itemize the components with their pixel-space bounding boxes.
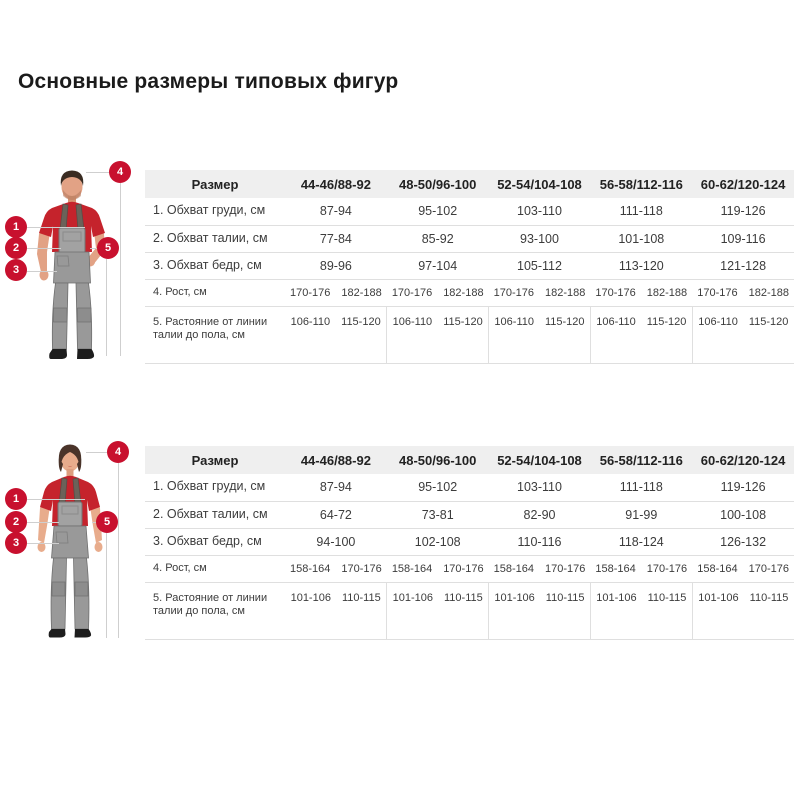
size-value: 111-118: [619, 204, 663, 219]
measure-row-label: 1. Обхват груди, см: [145, 474, 285, 501]
size-column-header: 60-62/120-124: [692, 446, 794, 474]
size-value-cell: [489, 306, 591, 364]
size-column-header: 48-50/96-100: [387, 446, 489, 474]
size-value: 115-120: [341, 315, 381, 328]
size-value: 113-120: [618, 258, 664, 273]
size-value-cell: [387, 306, 489, 364]
size-column-header: 52-54/104-108: [489, 446, 591, 474]
table-row: [145, 225, 794, 252]
size-value: 158-164: [290, 562, 331, 575]
size-value-cell: [692, 555, 794, 582]
table-row: [145, 306, 794, 364]
man-marker-waist: 2: [5, 237, 27, 259]
size-value: 119-126: [720, 480, 766, 495]
size-value: 111-118: [619, 480, 663, 495]
size-value-cell: [489, 279, 591, 306]
size-value-cell: [692, 582, 794, 640]
size-value: 170-176: [544, 562, 586, 575]
woman-waist-line: [27, 522, 59, 523]
size-value-cell: [387, 555, 489, 582]
size-value-cell: [489, 225, 591, 252]
size-value-cell: [590, 582, 692, 640]
size-value: 101-108: [618, 231, 665, 246]
size-value: 101-106: [596, 591, 637, 604]
man-marker-chest: 1: [5, 216, 27, 238]
size-value-cell: [590, 252, 692, 279]
size-value: 106-110: [698, 315, 738, 328]
size-value-cell: [489, 582, 591, 640]
table-row: [145, 528, 794, 555]
size-value: 126-132: [720, 534, 767, 549]
size-value-cell: [285, 582, 387, 640]
table-row: [145, 252, 794, 279]
size-value-cell: [692, 225, 794, 252]
size-value-cell: [692, 501, 794, 528]
size-value-cell: [285, 306, 387, 364]
woman-chest-line: [27, 499, 85, 500]
measure-row-label: 4. Рост, см: [145, 555, 285, 582]
size-value-cell: [692, 306, 794, 364]
size-value-cell: [692, 528, 794, 555]
size-value-cell: [590, 198, 692, 225]
size-value: 110-116: [517, 534, 562, 549]
table-row: [145, 198, 794, 225]
table-row: [145, 474, 794, 501]
size-value: 101-106: [392, 591, 433, 604]
table-row: [145, 501, 794, 528]
size-value: 102-108: [414, 534, 461, 549]
measure-row-label: 1. Обхват груди, см: [145, 198, 285, 225]
woman-hip-line: [27, 543, 59, 544]
size-value: 87-94: [319, 204, 352, 219]
size-value-cell: [590, 225, 692, 252]
size-value: 100-108: [720, 507, 767, 522]
man-overalls-illustration: [8, 152, 138, 364]
measure-row-label: 2. Обхват талии, см: [145, 225, 285, 252]
measure-row-label: 3. Обхват бедр, см: [145, 528, 285, 555]
size-value: 158-164: [595, 562, 636, 575]
size-value-cell: [285, 198, 387, 225]
measure-column-header: Размер: [145, 446, 285, 474]
size-value: 170-176: [290, 286, 331, 299]
size-value: 170-176: [748, 562, 789, 575]
size-value: 95-102: [418, 204, 458, 219]
size-value: 110-115: [444, 591, 483, 604]
size-value: 182-188: [646, 286, 688, 299]
table-row: [145, 555, 794, 582]
woman-waist-to-floor-line: [106, 533, 107, 638]
size-value: 170-176: [341, 562, 382, 575]
size-value: 115-120: [443, 315, 483, 328]
size-value-cell: [489, 501, 591, 528]
measure-row-label: 2. Обхват талии, см: [145, 501, 285, 528]
size-value-cell: [387, 279, 489, 306]
man-chest-line: [27, 227, 85, 228]
size-value: 101-106: [494, 591, 535, 604]
size-value-cell: [387, 582, 489, 640]
man-waist-to-floor-line: [106, 259, 107, 356]
size-value: 82-90: [523, 507, 556, 522]
size-value-cell: [387, 528, 489, 555]
size-value: 97-104: [418, 258, 458, 273]
size-value: 182-188: [748, 286, 789, 299]
measure-row-label: 4. Рост, см: [145, 279, 285, 306]
size-value: 105-112: [517, 258, 562, 273]
size-value-cell: [590, 555, 692, 582]
measure-row-label: 3. Обхват бедр, см: [145, 252, 285, 279]
woman-marker-height: 4: [107, 441, 129, 463]
woman-marker-waist: 2: [5, 511, 27, 533]
size-value-cell: [489, 474, 591, 501]
size-value: 101-106: [698, 591, 739, 604]
size-value: 85-92: [421, 231, 454, 246]
size-value: 158-164: [493, 562, 534, 575]
size-value: 170-176: [595, 286, 636, 299]
size-value: 106-110: [392, 315, 433, 328]
size-value-cell: [692, 474, 794, 501]
measure-row-label: 5. Растояние от линии талии до пола, см: [145, 306, 285, 364]
woman-height-line-vertical: [118, 463, 119, 638]
table-row: [145, 582, 794, 640]
size-value-cell: [285, 252, 387, 279]
size-value-cell: [285, 501, 387, 528]
size-value: 115-120: [544, 315, 585, 328]
size-value: 170-176: [391, 286, 433, 299]
man-marker-height: 4: [109, 161, 131, 183]
size-value: 106-110: [290, 315, 331, 328]
size-value: 73-81: [421, 507, 454, 522]
size-value: 101-106: [290, 591, 331, 604]
size-value-cell: [489, 198, 591, 225]
size-value-cell: [692, 198, 794, 225]
size-value: 170-176: [697, 286, 738, 299]
size-column-header: 52-54/104-108: [489, 170, 591, 198]
size-value: 94-100: [316, 534, 356, 549]
size-value: 158-164: [391, 562, 433, 575]
size-value: 93-100: [520, 231, 559, 246]
size-value: 89-96: [319, 258, 352, 273]
size-value-cell: [285, 528, 387, 555]
size-value: 106-110: [596, 315, 636, 328]
size-value: 121-128: [720, 258, 767, 273]
woman-marker-hip: 3: [5, 532, 27, 554]
size-value-cell: [285, 279, 387, 306]
size-value-cell: [285, 555, 387, 582]
size-value-cell: [692, 279, 794, 306]
size-table-women: [145, 446, 794, 640]
size-value-cell: [590, 306, 692, 364]
size-column-header: 60-62/120-124: [692, 170, 794, 198]
size-value: 110-115: [647, 591, 687, 604]
man-marker-waist-to-floor: 5: [97, 237, 119, 259]
size-value: 109-116: [720, 231, 766, 246]
size-value-cell: [590, 528, 692, 555]
size-value: 115-120: [748, 315, 789, 328]
woman-marker-chest: 1: [5, 488, 27, 510]
size-value: 110-115: [341, 591, 381, 604]
size-value: 95-102: [418, 480, 458, 495]
size-column-header: 44-46/88-92: [285, 446, 387, 474]
size-value: 110-115: [749, 591, 789, 604]
man-waist-line: [27, 248, 61, 249]
size-value-cell: [387, 225, 489, 252]
size-value-cell: [387, 474, 489, 501]
size-value: 77-84: [319, 231, 352, 246]
size-value-cell: [489, 252, 591, 279]
size-value-cell: [387, 252, 489, 279]
size-column-header: 44-46/88-92: [285, 170, 387, 198]
measure-column-header: Размер: [145, 170, 285, 198]
size-value-cell: [285, 225, 387, 252]
table-row: [145, 279, 794, 306]
size-value: 170-176: [646, 562, 688, 575]
size-value: 182-188: [341, 286, 382, 299]
man-height-line-horizontal: [86, 172, 110, 173]
size-value-cell: [285, 474, 387, 501]
size-column-header: 56-58/112-116: [590, 170, 692, 198]
size-value-cell: [692, 252, 794, 279]
size-value-cell: [590, 279, 692, 306]
size-column-header: 48-50/96-100: [387, 170, 489, 198]
page-title: Основные размеры типовых фигур: [18, 70, 399, 93]
size-value: 115-120: [646, 315, 687, 328]
size-table-men: [145, 170, 794, 364]
size-value-cell: [590, 474, 692, 501]
size-value: 103-110: [517, 204, 562, 219]
size-value: 106-110: [494, 315, 534, 328]
size-column-header: 56-58/112-116: [590, 446, 692, 474]
size-value: 119-126: [720, 204, 766, 219]
woman-height-line-horizontal: [86, 452, 107, 453]
size-value: 103-110: [517, 480, 562, 495]
measure-row-label: 5. Растояние от линии талии до пола, см: [145, 582, 285, 640]
size-value: 182-188: [443, 286, 484, 299]
size-value-cell: [387, 501, 489, 528]
size-value-cell: [489, 528, 591, 555]
man-marker-hip: 3: [5, 259, 27, 281]
size-value: 91-99: [625, 507, 658, 522]
size-value-cell: [387, 198, 489, 225]
size-value: 110-115: [545, 591, 585, 604]
man-height-line-vertical: [120, 183, 121, 356]
man-hip-line: [27, 271, 57, 272]
size-value: 118-124: [618, 534, 664, 549]
woman-marker-waist-to-floor: 5: [96, 511, 118, 533]
size-value: 170-176: [493, 286, 534, 299]
size-value: 158-164: [697, 562, 738, 575]
size-value-cell: [590, 501, 692, 528]
size-value: 64-72: [319, 507, 352, 522]
size-value: 182-188: [544, 286, 586, 299]
size-value: 87-94: [319, 480, 352, 495]
size-value: 170-176: [443, 562, 484, 575]
size-value-cell: [489, 555, 591, 582]
